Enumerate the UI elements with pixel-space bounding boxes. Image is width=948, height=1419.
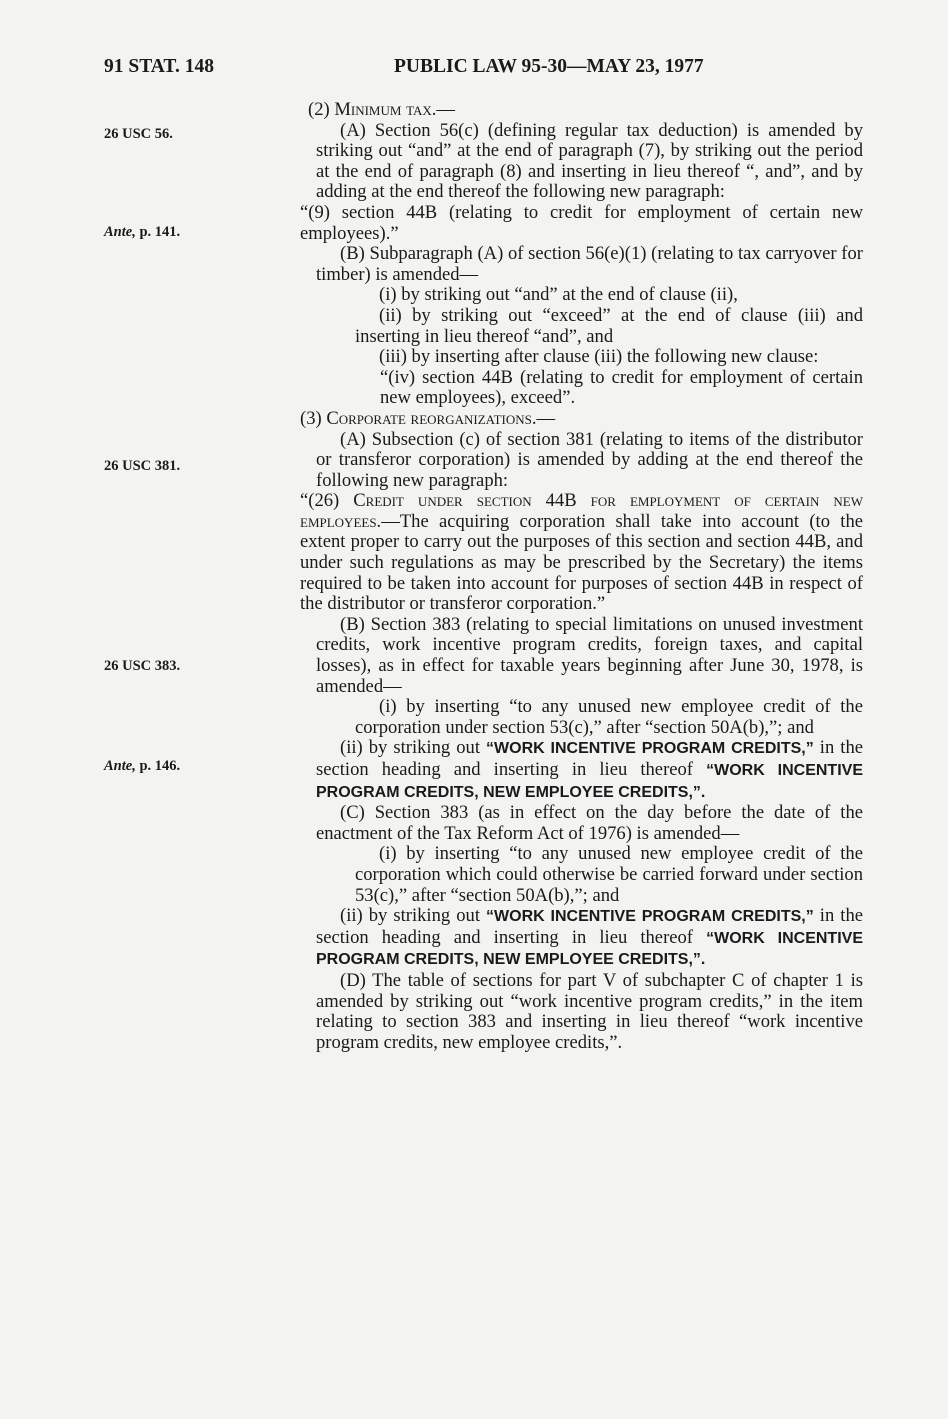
paragraph-d-table-of-sections: (D) The table of sections for part V of subchapter C of chapter 1 is amended by striking out “work incentive program credits,” in the item relating to section 383 and inserting in lieu thereof “work incentive program credits, new employee credits,”.: [316, 969, 863, 1053]
statute-body: [300, 100, 863, 1053]
paragraph-b-56e: (B) Subparagraph (A) of section 56(e)(1) (relating to tax carryover for timber) is amended—: [316, 243, 863, 285]
new-heading: “WORK INCENTIVE PROGRAM CREDITS, NEW EMPLOYEE CREDITS,”.: [316, 929, 863, 969]
clause-ii-heading-change: [300, 738, 863, 803]
paragraph-26-heading: “(26) Credit under section 44B for employment of certain new employees.: [300, 490, 863, 532]
clause-text: in the section heading and inserting in lieu thereof: [316, 905, 863, 948]
paragraph-c-383: (C) Section 383 (as in effect on the day before the date of the enactment of the Tax Reform Act of 1976) is amended—: [316, 802, 863, 844]
clause-ii-strike-exceed: (ii) by striking out “exceed” at the end of clause (iii) and inserting in lieu thereof “and”, and: [355, 304, 863, 347]
clause-i-insert-credit: (i) by inserting “to any unused new employee credit of the corporation under section 53(c),” after “section 50A(b),”; and: [355, 696, 863, 738]
margin-note-page: p. 141.: [135, 224, 181, 240]
paragraph-a-381c: (A) Subsection (c) of section 381 (relating to items of the distributor or transferor corporation) is amended by adding at the end thereof the following new paragraph:: [316, 428, 863, 491]
paragraph-26-text: —The acquiring corporation shall take into account (to the extent proper to carry out the purposes of this section and section 44B, and under such regulations as may be prescribed by the Secretary) the items required to be taken into account for purposes of section 44B in respect of the distributor or transferor corporation.”: [300, 510, 863, 615]
margin-note-italic: Ante,: [104, 758, 136, 774]
paragraph-a-56c: (A) Section 56(c) (defining regular tax deduction) is amended by striking out “and” at the end of paragraph (7), by striking out the period at the end of paragraph (8) and inserting in lieu thereof “, and”, and by adding at the end thereof the following new paragraph:: [316, 119, 863, 203]
law-title: PUBLIC LAW 95-30—MAY 23, 1977: [394, 56, 704, 77]
clause-ii-heading-change-2: [300, 906, 863, 971]
clause-iii-insert: (iii) by inserting after clause (iii) the following new clause:: [379, 346, 819, 368]
clause-i-strike-and: (i) by striking out “and” at the end of clause (ii),: [379, 284, 738, 306]
margin-note-ante-141: [104, 224, 180, 241]
old-heading: “WORK INCENTIVE PROGRAM CREDITS,”: [486, 908, 814, 926]
margin-note-page: p. 146.: [135, 758, 181, 774]
margin-note-usc-56: 26 USC 56.: [104, 126, 173, 142]
old-heading: “WORK INCENTIVE PROGRAM CREDITS,”: [486, 740, 814, 758]
new-paragraph-9: “(9) section 44B (relating to credit for employment of certain new employees).”: [300, 201, 863, 244]
clause-text: (ii) by striking out: [340, 737, 487, 759]
new-paragraph-26: [300, 491, 863, 615]
new-clause-iv: “(iv) section 44B (relating to credit for employment of certain new employees), exceed”.: [380, 366, 863, 409]
new-heading: “WORK INCENTIVE PROGRAM CREDITS, NEW EMPLOYEE CREDITS,”.: [316, 762, 863, 801]
corporate-reorganizations-heading: (3) Corporate reorganizations.—: [300, 407, 556, 429]
margin-note-ante-146: [104, 758, 180, 775]
minimum-tax-heading: (2) Minimum tax.—: [308, 99, 455, 120]
margin-note-usc-381: 26 USC 381.: [104, 458, 181, 474]
clause-text: in the section heading and inserting in lieu thereof: [316, 737, 863, 780]
statute-page-number: 91 STAT. 148: [104, 56, 214, 77]
page-header: [104, 56, 864, 86]
margin-note-usc-383: 26 USC 383.: [104, 658, 181, 674]
paragraph-b-383: (B) Section 383 (relating to special limitations on unused investment credits, work incentive program credits, foreign taxes, and capital losses), as in effect for taxable years beginning after June 30, 1978, is amended—: [316, 613, 863, 697]
margin-note-italic: Ante,: [104, 224, 136, 240]
clause-text: (ii) by striking out: [340, 905, 487, 927]
clause-i-carried-forward: (i) by inserting “to any unused new employee credit of the corporation which could otherwise be carried forward under section 53(c),” after “section 50A(b),”; and: [355, 843, 863, 906]
